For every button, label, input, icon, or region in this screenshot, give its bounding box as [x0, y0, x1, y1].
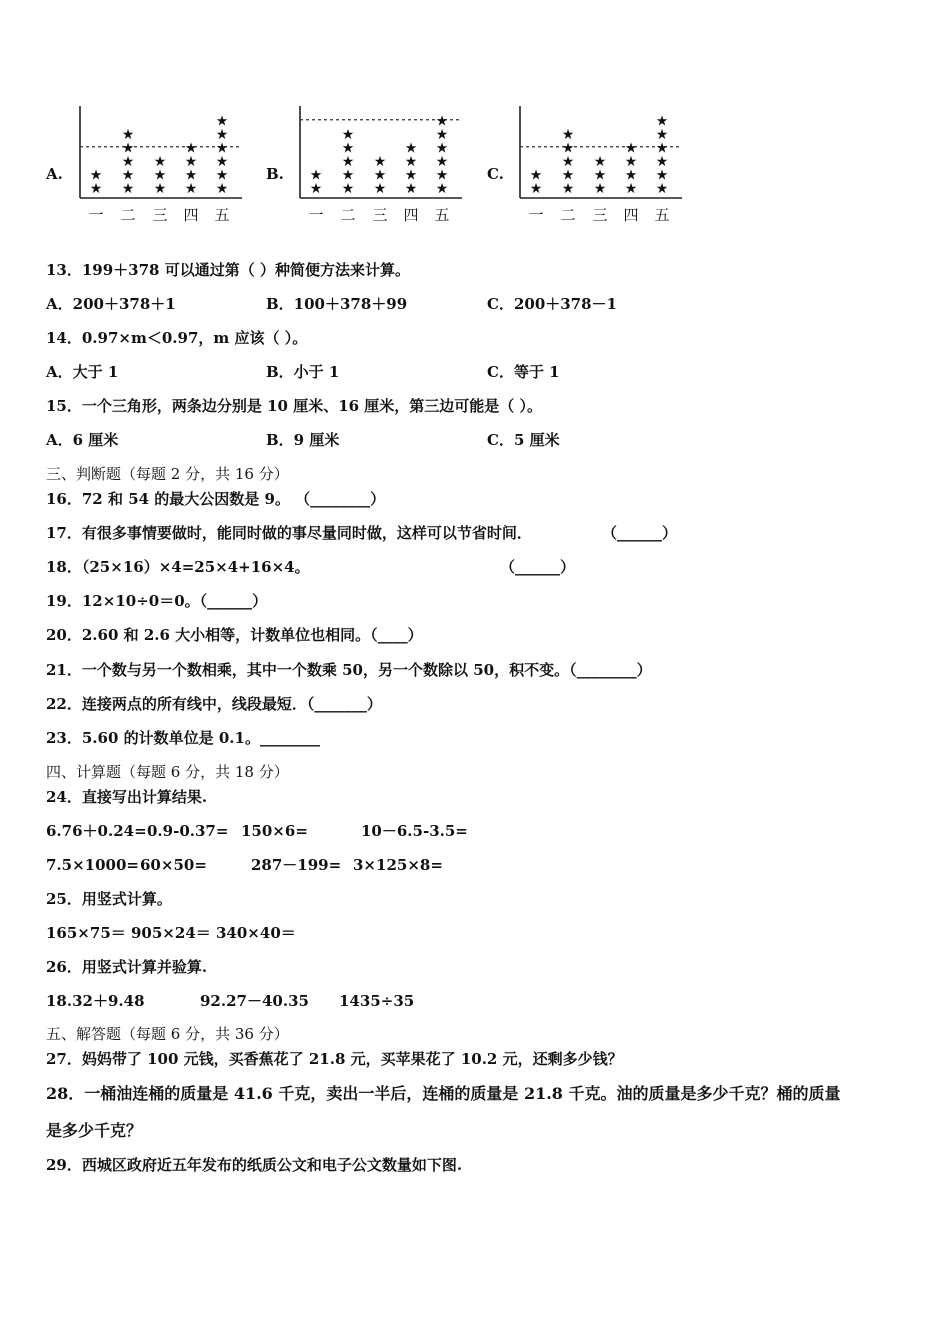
question-23: 23．5.60 的计数单位是 0.1。________ — [46, 729, 320, 747]
star-mark: ★ — [373, 181, 387, 197]
star-mark: ★ — [184, 140, 198, 157]
star-mark: ★ — [215, 181, 229, 197]
x-tick-label: 一 — [528, 206, 544, 224]
q14-option-a: A．大于 1 — [46, 363, 119, 381]
star-mark: ★ — [309, 181, 323, 197]
star-mark: ★ — [89, 167, 103, 184]
question-25: 25．用竖式计算。 — [46, 890, 172, 908]
star-mark: ★ — [624, 140, 638, 157]
star-mark: ★ — [341, 154, 355, 170]
star-mark: ★ — [121, 167, 135, 184]
star-mark: ★ — [624, 167, 638, 184]
star-mark: ★ — [373, 154, 387, 170]
q15-option-a: A．6 厘米 — [46, 431, 119, 449]
q24-item: 10－6.5-3.5= — [361, 822, 468, 840]
x-tick-label: 三 — [372, 206, 388, 224]
q15-option-c: C．5 厘米 — [487, 431, 560, 449]
q26-item: 1435÷35 — [339, 992, 415, 1010]
question-28-line1: 28．一桶油连桶的质量是 41.6 千克，卖出一半后，连桶的质量是 21.8 千克。油的质量是多少千克？桶的质量 — [46, 1084, 841, 1103]
star-mark: ★ — [435, 113, 449, 130]
question-24: 24．直接写出计算结果. — [46, 788, 208, 806]
star-chart-b — [292, 100, 472, 226]
x-tick-label: 四 — [623, 206, 639, 224]
star-chart-c — [512, 100, 692, 226]
star-mark: ★ — [655, 154, 669, 170]
chart-option-a-label: A. — [46, 165, 63, 183]
star-mark: ★ — [153, 181, 167, 197]
star-mark: ★ — [404, 181, 418, 197]
star-mark: ★ — [435, 127, 449, 143]
star-mark: ★ — [404, 140, 418, 157]
star-mark: ★ — [561, 181, 575, 197]
x-tick-label: 四 — [403, 206, 419, 224]
star-mark: ★ — [121, 140, 135, 157]
star-mark: ★ — [561, 140, 575, 157]
q13-option-b: B．100＋378＋99 — [266, 295, 408, 313]
star-mark: ★ — [309, 167, 323, 184]
star-mark: ★ — [341, 181, 355, 197]
star-mark: ★ — [561, 127, 575, 143]
star-mark: ★ — [121, 154, 135, 170]
star-mark: ★ — [184, 167, 198, 184]
star-mark: ★ — [215, 127, 229, 143]
question-29: 29．西城区政府近五年发布的纸质公文和电子公文数量如下图. — [46, 1156, 463, 1174]
q24-item: 150×6= — [241, 822, 308, 840]
star-mark: ★ — [215, 140, 229, 157]
q26-item: 18.32＋9.48 — [46, 992, 145, 1010]
star-mark: ★ — [121, 127, 135, 143]
star-mark: ★ — [435, 167, 449, 184]
question-19: 19．12×10÷0＝0。（______） — [46, 592, 268, 610]
star-mark: ★ — [341, 127, 355, 143]
question-16: 16．72 和 54 的最大公因数是 9。 （________） — [46, 490, 386, 508]
q25-item: 340×40＝ — [216, 924, 296, 942]
question-13: 13．199＋378 可以通过第（ ）种简便方法来计算。 — [46, 261, 410, 279]
star-mark: ★ — [404, 167, 418, 184]
star-mark: ★ — [184, 181, 198, 197]
x-tick-label: 一 — [308, 206, 324, 224]
star-chart-a — [72, 100, 252, 226]
star-mark: ★ — [435, 154, 449, 170]
star-mark: ★ — [89, 181, 103, 197]
x-tick-label: 二 — [120, 206, 136, 224]
question-28-line2: 是多少千克？ — [46, 1121, 143, 1140]
star-mark: ★ — [215, 167, 229, 184]
section-4-heading: 四、计算题（每题 6 分，共 18 分） — [46, 763, 289, 781]
star-mark: ★ — [624, 181, 638, 197]
star-mark: ★ — [153, 154, 167, 170]
x-tick-label: 五 — [434, 206, 450, 224]
star-mark: ★ — [593, 167, 607, 184]
star-mark: ★ — [404, 154, 418, 170]
x-tick-label: 二 — [340, 206, 356, 224]
q26-item: 92.27－40.35 — [200, 992, 309, 1010]
star-mark: ★ — [341, 140, 355, 157]
question-14: 14．0.97×m＜0.97，m 应该（ ）。 — [46, 329, 308, 347]
star-mark: ★ — [529, 167, 543, 184]
q13-option-a: A．200＋378＋1 — [46, 295, 176, 313]
star-mark: ★ — [655, 140, 669, 157]
star-mark: ★ — [624, 154, 638, 170]
star-mark: ★ — [593, 154, 607, 170]
star-mark: ★ — [529, 181, 543, 197]
star-mark: ★ — [215, 113, 229, 130]
star-mark: ★ — [153, 167, 167, 184]
x-tick-label: 三 — [592, 206, 608, 224]
star-mark: ★ — [561, 167, 575, 184]
x-tick-label: 三 — [152, 206, 168, 224]
star-mark: ★ — [121, 181, 135, 197]
q24-item: 6.76＋0.24= — [46, 822, 147, 840]
question-17: 17．有很多事情要做时，能同时做的事尽量同时做，这样可以节省时间． — [46, 524, 532, 542]
q24-item: 60×50= — [140, 856, 207, 874]
x-tick-label: 五 — [654, 206, 670, 224]
question-20: 20．2.60 和 2.6 大小相等，计数单位也相同。（____） — [46, 626, 423, 644]
star-mark: ★ — [593, 181, 607, 197]
question-21: 21．一个数与另一个数相乘，其中一个数乘 50，另一个数除以 50，积不变。（________） — [46, 661, 652, 679]
q13-option-c: C．200＋378－1 — [487, 295, 617, 313]
star-mark: ★ — [435, 140, 449, 157]
q24-item: 7.5×1000= — [46, 856, 139, 874]
star-mark: ★ — [561, 154, 575, 170]
question-18: 18．（25×16）×4=25×4+16×4。 — [46, 558, 310, 576]
question-15: 15．一个三角形，两条边分别是 10 厘米、16 厘米，第三边可能是（ ）。 — [46, 397, 543, 415]
q14-option-c: C．等于 1 — [487, 363, 560, 381]
chart-option-c-label: C. — [487, 165, 504, 183]
q14-option-b: B．小于 1 — [266, 363, 340, 381]
question-17-blank: （______） — [602, 524, 678, 542]
star-mark: ★ — [215, 154, 229, 170]
q15-option-b: B．9 厘米 — [266, 431, 340, 449]
star-mark: ★ — [435, 181, 449, 197]
star-mark: ★ — [655, 113, 669, 130]
star-mark: ★ — [373, 167, 387, 184]
x-tick-label: 二 — [560, 206, 576, 224]
question-26: 26．用竖式计算并验算. — [46, 958, 208, 976]
section-3-heading: 三、判断题（每题 2 分，共 16 分） — [46, 465, 289, 483]
q25-item: 165×75＝ — [46, 924, 126, 942]
x-tick-label: 五 — [214, 206, 230, 224]
question-18-blank: （______） — [500, 558, 576, 576]
chart-option-b-label: B. — [266, 165, 284, 183]
x-tick-label: 四 — [183, 206, 199, 224]
q24-item: 0.9-0.37= — [147, 822, 229, 840]
question-27: 27．妈妈带了 100 元钱，买香蕉花了 21.8 元，买苹果花了 10.2 元，还剩多少钱？ — [46, 1050, 623, 1068]
q25-item: 905×24＝ — [131, 924, 211, 942]
star-mark: ★ — [655, 127, 669, 143]
star-mark: ★ — [341, 167, 355, 184]
question-22: 22．连接两点的所有线中，线段最短．（_______） — [46, 695, 382, 713]
q24-item: 3×125×8= — [353, 856, 443, 874]
q24-item: 287－199= — [251, 856, 342, 874]
section-5-heading: 五、解答题（每题 6 分，共 36 分） — [46, 1025, 289, 1043]
star-mark: ★ — [655, 167, 669, 184]
x-tick-label: 一 — [88, 206, 104, 224]
star-mark: ★ — [184, 154, 198, 170]
star-mark: ★ — [655, 181, 669, 197]
